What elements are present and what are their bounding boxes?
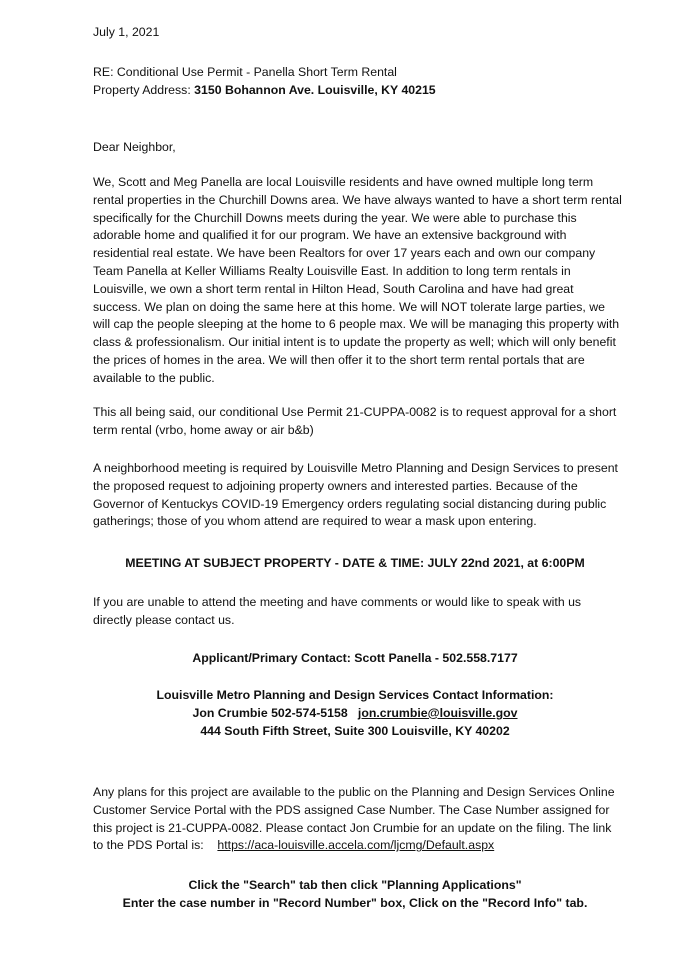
- pds-contact-email-link[interactable]: jon.crumbie@louisville.gov: [357, 705, 518, 720]
- pds-contact-block: [60, 687, 650, 740]
- intro-paragraph: We, Scott and Meg Panella are local Louisville residents and have owned multiple long term rental properties in the Churchill Downs area. We have always wanted to have a short term rental specifically for the Churchill Downs meets during the year. We were able to purchase this adorable home and qualified it for our program. We have an extensive background with residential real estate. We have been Realtors for over 17 years each and own our company Team Panella at Keller Williams Realty Louisville East. In addition to long term rentals in Louisville, we own a short term rental in Hilton Head, South Carolina and have had great success. We plan on doing the same here at this home. We will NOT tolerate large parties, we will cap the people sleeping at the home to 6 people max. We will be managing this property with class & professionalism. Our initial intent is to update the property as well; which will only benefit the prices of homes in the area. We will then offer it to the short term rental portals that are available to the public.: [93, 175, 622, 385]
- pds-contact-name-phone: Jon Crumbie 502-574-5158: [192, 705, 348, 720]
- applicant-contact: Applicant/Primary Contact: Scott Panella - 502.558.7177: [192, 651, 518, 665]
- instruction-record-number: Enter the case number in "Record Number" box, Click on the "Record Info" tab.: [122, 895, 588, 910]
- property-address-value: 3150 Bohannon Ave. Louisville, KY 40215: [194, 83, 436, 97]
- subject-line: RE: Conditional Use Permit - Panella Short Term Rental: [93, 65, 397, 79]
- meeting-date-time: MEETING AT SUBJECT PROPERTY - DATE & TIME: JULY 22nd 2021, at 6:00PM: [125, 556, 585, 570]
- instructions-block: [60, 877, 650, 913]
- pds-contact-person: [60, 705, 650, 723]
- portal-paragraph-text: Any plans for this project are available to the public on the Planning and Design Services Online Customer Service Portal with the PDS assigned Case Number. The Case Number assigned for this project is 21-CUPPA-0082. Please contact Jon Crumbie for an update on the filing. The link to the PDS Portal is:: [93, 785, 615, 853]
- permit-paragraph: This all being said, our conditional Use Permit 21-CUPPA-0082 is to request approval for a short term rental (vrbo, home away or air b&b): [93, 405, 617, 437]
- letter-date: July 1, 2021: [93, 25, 160, 39]
- pds-contact-heading: Louisville Metro Planning and Design Services Contact Information:: [156, 688, 554, 702]
- instruction-search-tab: Click the "Search" tab then click "Planning Applications": [188, 878, 522, 892]
- greeting: Dear Neighbor,: [93, 140, 176, 154]
- portal-paragraph: [93, 784, 623, 855]
- property-address-label: Property Address:: [93, 83, 191, 97]
- meeting-requirement-paragraph: A neighborhood meeting is required by Louisville Metro Planning and Design Services to present the proposed request to adjoining property owners and interested parties. Because of the Governor of Kentuckys COVID-19 Emergency orders regulating social distancing during public gatherings; those of you whom attend are required to wear a mask upon entering.: [93, 461, 618, 529]
- property-address: [93, 82, 623, 100]
- pds-contact-address: 444 South Fifth Street, Suite 300 Louisville, KY 40202: [200, 723, 510, 738]
- pds-portal-link[interactable]: https://aca-louisville.accela.com/ljcmg/Default.aspx: [217, 838, 495, 853]
- contact-paragraph: If you are unable to attend the meeting and have comments or would like to speak with us directly please contact us.: [93, 595, 582, 627]
